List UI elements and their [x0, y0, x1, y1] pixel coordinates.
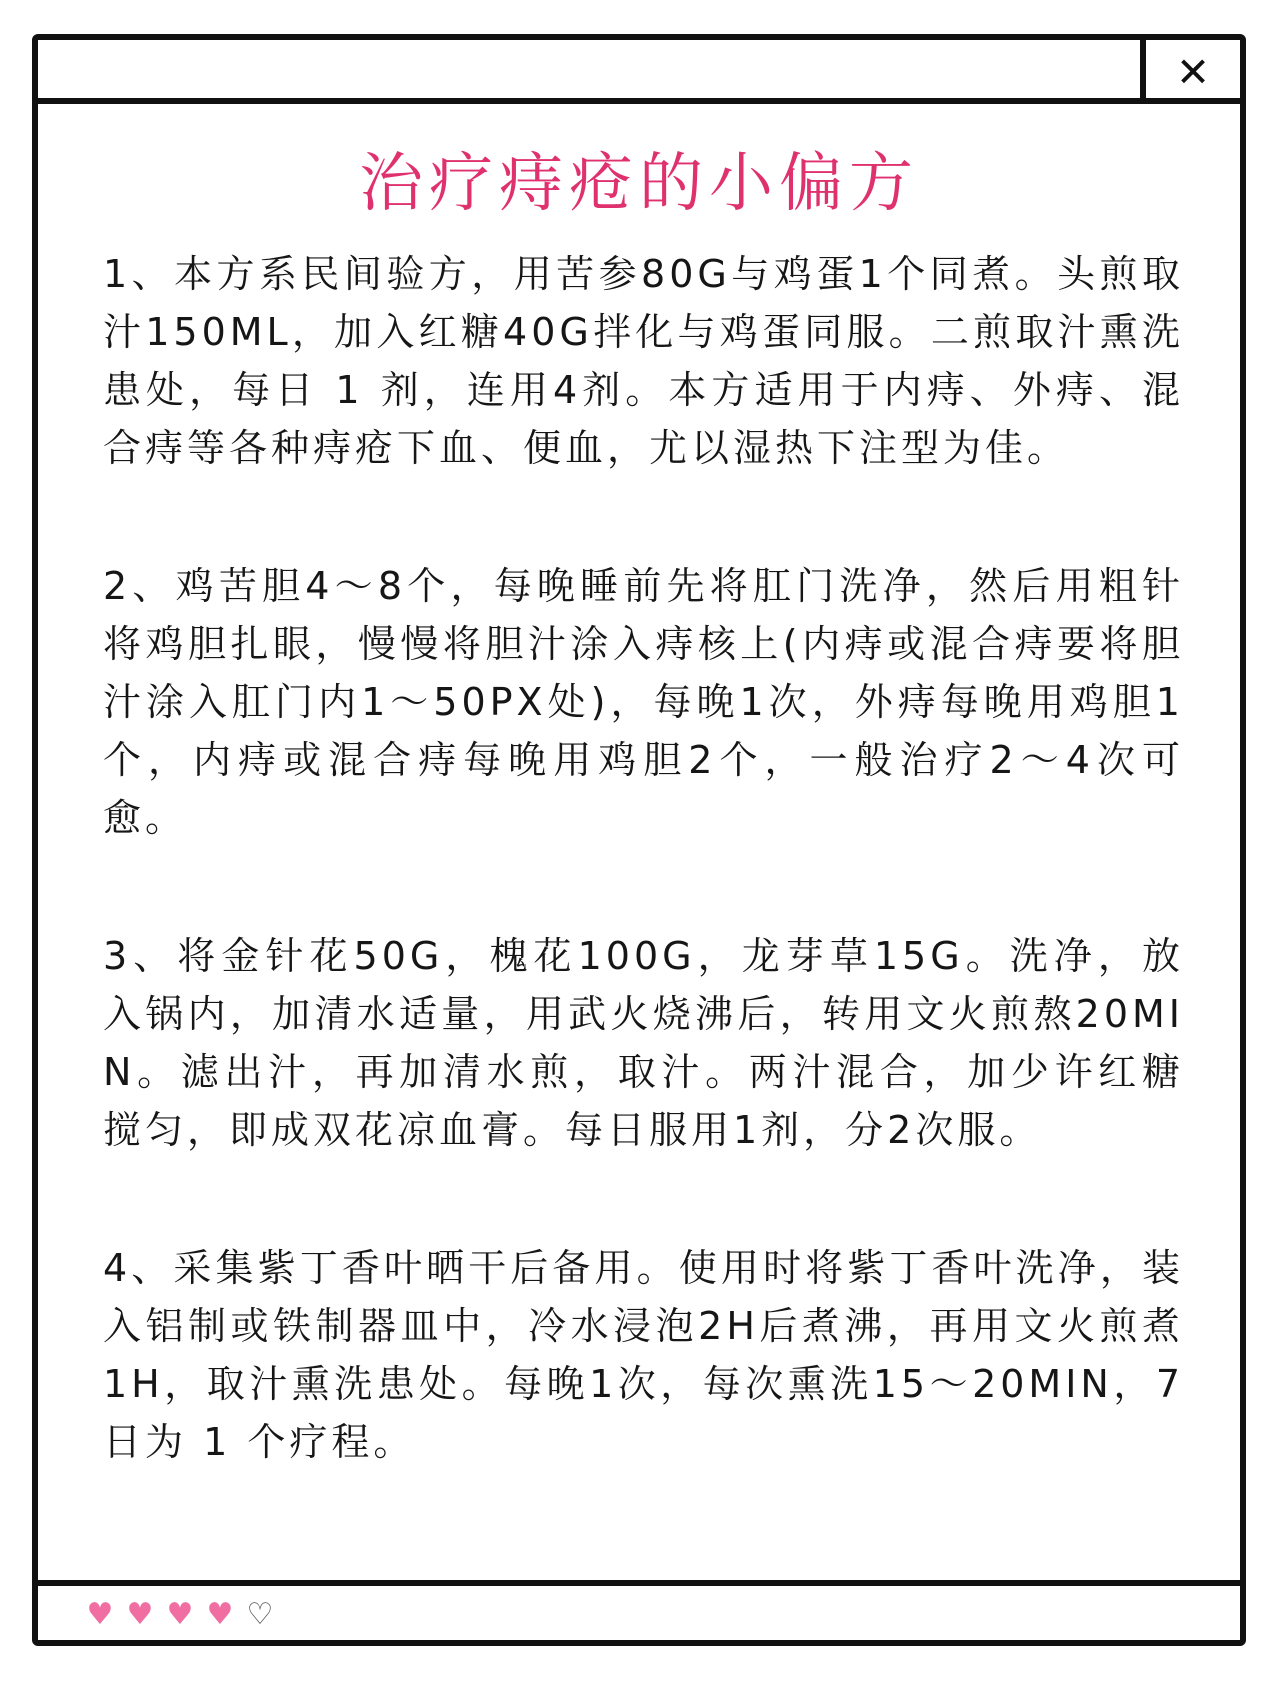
hearts-indicator: [82, 1598, 278, 1632]
close-icon[interactable]: ✕: [1140, 40, 1240, 98]
heart-full-icon: ♥: [86, 1597, 114, 1632]
remedy-paragraph-2: 2、鸡苦胆4～8个，每晚睡前先将肛门洗净，然后用粗针将鸡胆扎眼，慢慢将胆汁涂入痔核上(内痔或混合痔要将胆汁涂入肛门内1～50PX处)，每晚1次，外痔每晚用鸡胆1个，内痔或混合痔每晚用鸡胆2个，一般治疗2～4次可愈。: [103, 564, 1184, 840]
page-title: 治疗痔疮的小偏方: [359, 147, 919, 221]
remedy-paragraph-1: 1、本方系民间验方，用苦参80G与鸡蛋1个同煮。头煎取汁150ML，加入红糖40G拌化与鸡蛋同服。二煎取汁熏洗患处，每日 1 剂，连用4剂。本方适用于内痔、外痔、混合痔等各种痔疮下血、便血，尤以湿热下注型为佳。: [103, 252, 1184, 470]
heart-empty-icon: ♡: [246, 1597, 274, 1632]
remedy-paragraph-4: 4、采集紫丁香叶晒干后备用。使用时将紫丁香叶洗净，装入铝制或铁制器皿中，冷水浸泡2H后煮沸，再用文火煎煮1H，取汁熏洗患处。每晚1次，每次熏洗15～20MIN，7日为 1 个疗程。: [103, 1246, 1184, 1464]
heart-full-icon: ♥: [126, 1597, 154, 1632]
heart-half-icon: ♥: [206, 1597, 234, 1632]
main-content: [103, 245, 1184, 1471]
title-bar: [38, 40, 1240, 104]
remedy-paragraph-3: 3、将金针花50G，槐花100G，龙芽草15G。洗净，放入锅内，加清水适量，用武火烧沸后，转用文火煎熬20MIN。滤出汁，再加清水煎，取汁。两汁混合，加少许红糖搅匀，即成双花凉血膏。每日服用1剂，分2次服。: [103, 934, 1184, 1152]
status-bar: [38, 1580, 1240, 1640]
heart-full-icon: ♥: [166, 1597, 194, 1632]
window-frame: [32, 34, 1246, 1646]
